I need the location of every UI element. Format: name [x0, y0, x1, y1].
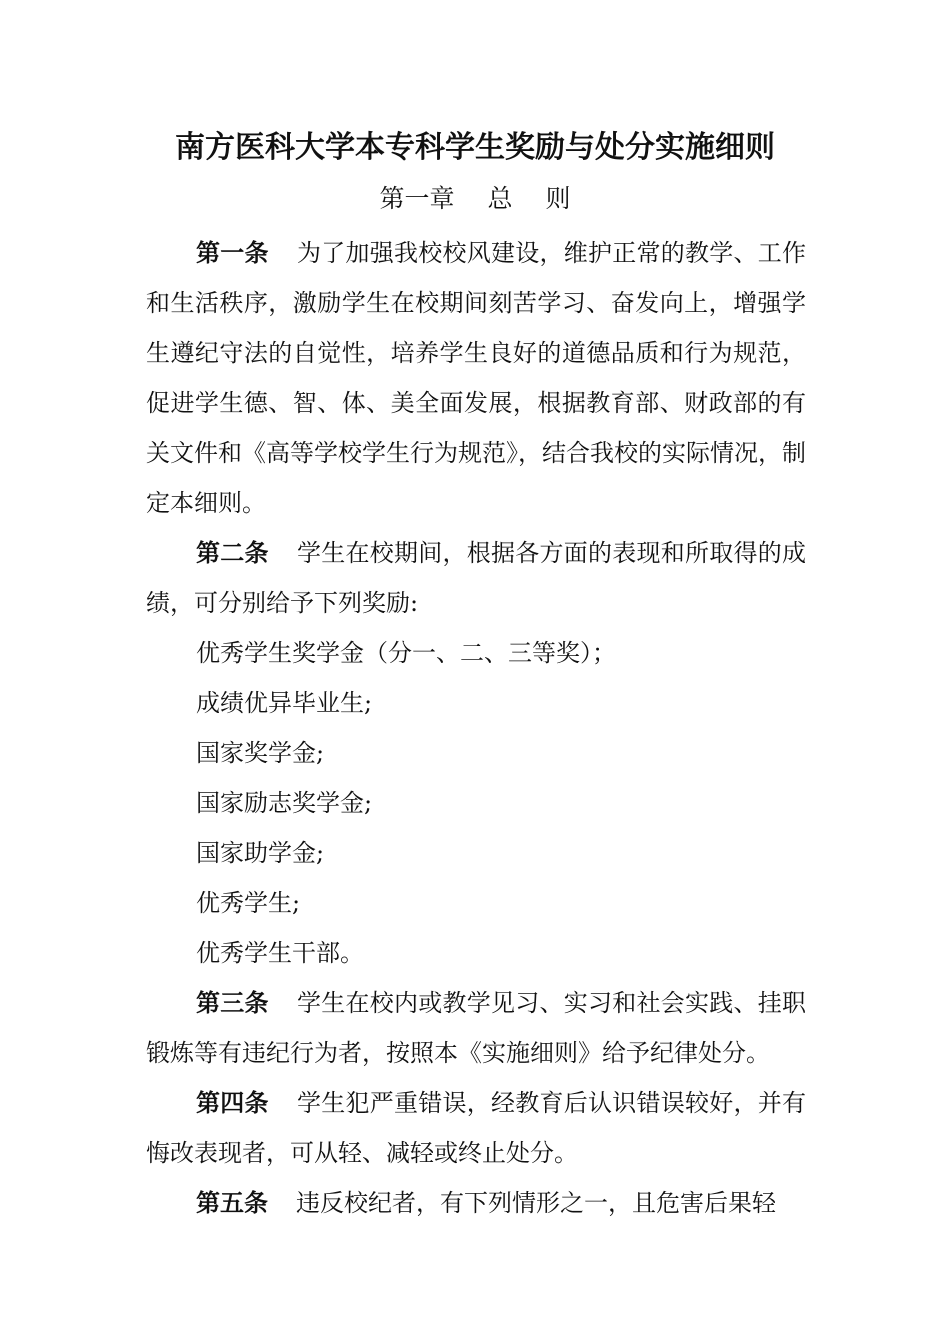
article-text: 违反校纪者，有下列情形之一，且危害后果轻: [296, 1189, 776, 1217]
award-item: 国家助学金;: [196, 839, 325, 867]
article-2: [146, 528, 806, 628]
document-title: 南方医科大学本专科学生奖励与处分实施细则: [175, 130, 775, 165]
article-1: [146, 228, 806, 528]
article-label: 第一条: [196, 239, 269, 267]
document-body: [146, 228, 806, 1228]
article-label: 第四条: [196, 1089, 269, 1117]
article-text: 学生在校内或教学见习、实习和社会实践、挂职锻炼等有违纪行为者，按照本《实施细则》给予纪律处分。: [146, 989, 806, 1067]
article-label: 第二条: [196, 539, 269, 567]
award-item: 优秀学生;: [196, 889, 301, 917]
article-label: 第五条: [196, 1189, 268, 1217]
award-item: 国家励志奖学金;: [196, 789, 373, 817]
award-item: 国家奖学金;: [196, 739, 325, 767]
article-4: [146, 1078, 806, 1178]
article-text: 学生犯严重错误，经教育后认识错误较好，并有悔改表现者，可从轻、减轻或终止处分。: [146, 1089, 806, 1167]
chapter-heading: 第一章 总 则: [379, 184, 571, 213]
article-3: [146, 978, 806, 1078]
article-5: [146, 1178, 806, 1228]
article-text: 为了加强我校校风建设，维护正常的教学、工作和生活秩序，激励学生在校期间刻苦学习、奋发向上，增强学生遵纪守法的自觉性，培养学生良好的道德品质和行为规范，促进学生德、智、体、美全面发展，根据教育部、财政部的有关文件和《高等学校学生行为规范》，结合我校的实际情况，制定本细则。: [146, 239, 806, 517]
article-label: 第三条: [196, 989, 269, 1017]
award-item: 优秀学生干部。: [196, 939, 364, 967]
article-text: 学生在校期间，根据各方面的表现和所取得的成绩，可分别给予下列奖励:: [146, 539, 806, 617]
award-item: 成绩优异毕业生;: [196, 689, 373, 717]
award-item: 优秀学生奖学金（分一、二、三等奖）；: [196, 639, 616, 667]
